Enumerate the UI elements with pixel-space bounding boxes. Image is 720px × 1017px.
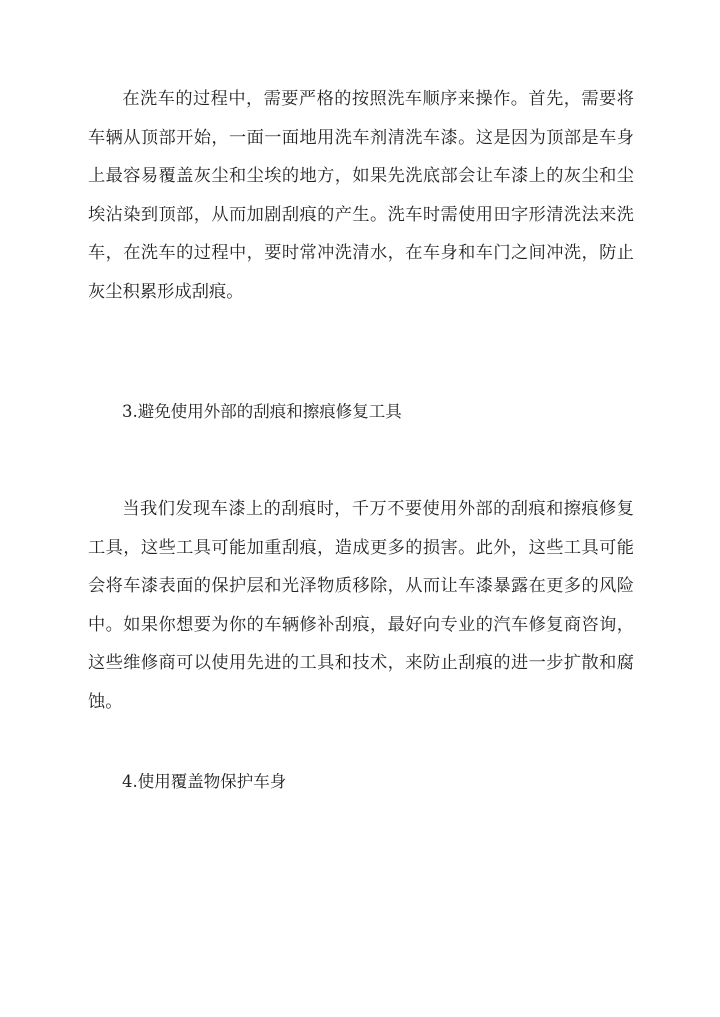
section-heading-3: 3.避免使用外部的刮痕和擦痕修复工具 [122, 402, 402, 421]
section-heading-4: 4.使用覆盖物保护车身 [122, 772, 287, 791]
body-paragraph-repair-tools: 当我们发现车漆上的刮痕时，千万不要使用外部的刮痕和擦痕修复工具，这些工具可能加重刮痕，造成更多的损害。此外，这些工具可能会将车漆表面的保护层和光泽物质移除，从而让车漆暴露在更多的风险中。如果你想要为你的车辆修补刮痕，最好向专业的汽车修复商咨询，这些维修商可以使用先进的工具和技术，来防止刮痕的进一步扩散和腐蚀。 [88, 499, 634, 712]
body-paragraph-wash-order: 在洗车的过程中，需要严格的按照洗车顺序来操作。首先，需要将车辆从顶部开始，一面一面地用洗车剂清洗车漆。这是因为顶部是车身上最容易覆盖灰尘和尘埃的地方，如果先洗底部会让车漆上的灰尘和尘埃沾染到顶部，从而加剧刮痕的产生。洗车时需使用田字形清洗法来洗车，在洗车的过程中，要时常冲洗清水，在车身和车门之间冲洗，防止灰尘积累形成刮痕。 [88, 89, 634, 302]
